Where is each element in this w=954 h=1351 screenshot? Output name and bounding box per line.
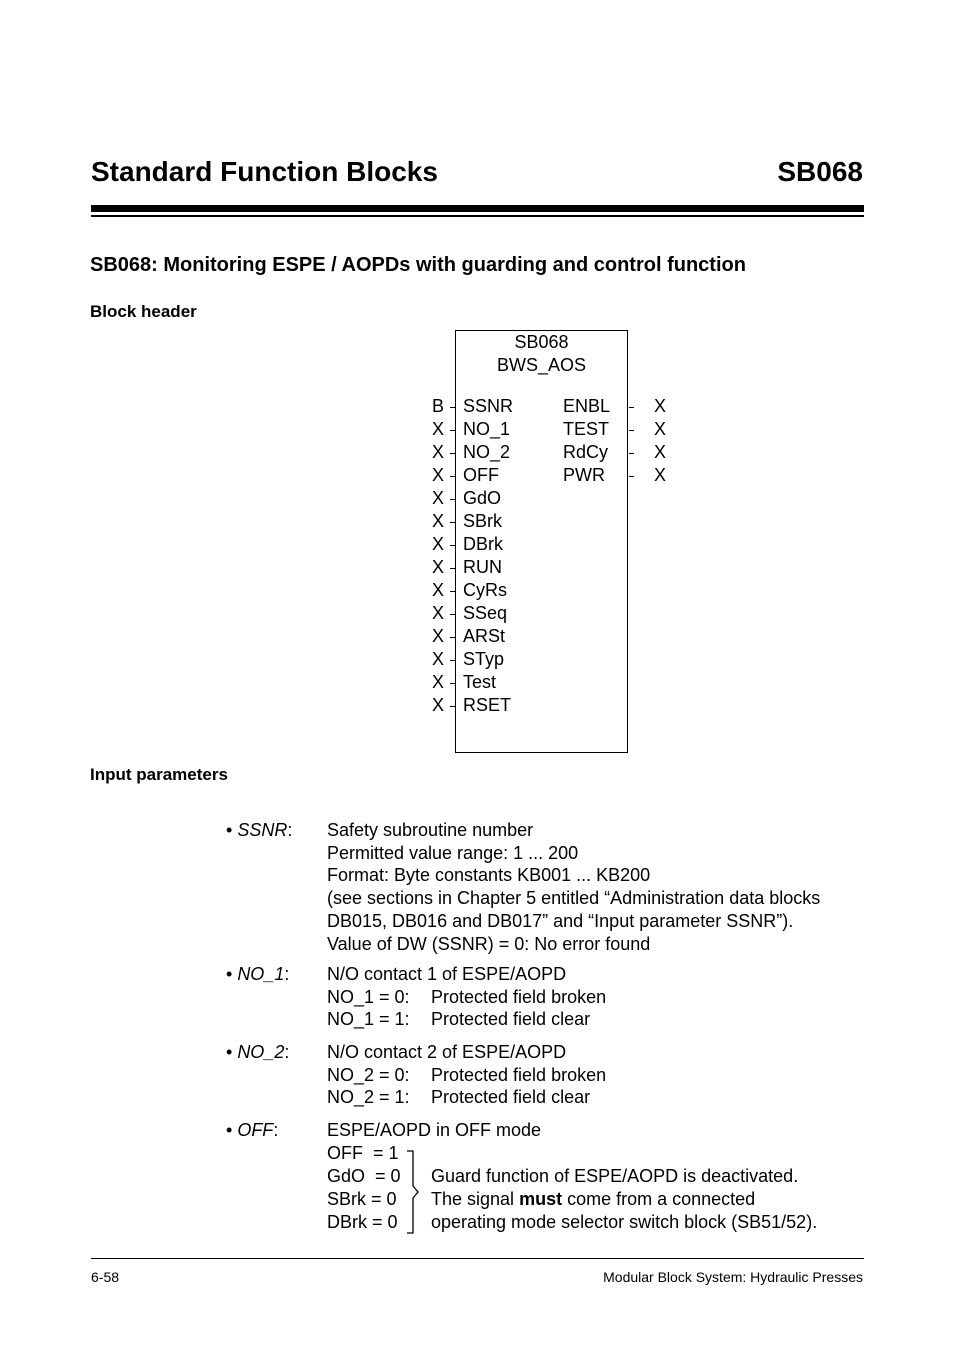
input-pin-type: X: [432, 534, 445, 554]
param-line: (see sections in Chapter 5 entitled “Administration data blocks: [327, 888, 821, 909]
header-rule-thin: [91, 215, 864, 217]
input-pin-type: X: [432, 695, 445, 715]
input-pin-type: X: [432, 580, 445, 600]
param-line: DB015, DB016 and DB017” and “Input parameter SSNR”).: [327, 910, 794, 931]
off-note-line: Guard function of ESPE/AOPD is deactivated.: [431, 1166, 799, 1186]
input-pin-type: X: [432, 603, 445, 623]
output-pin-name: ENBL: [563, 396, 611, 416]
input-pin-connector: [450, 545, 455, 546]
output-pin-name: PWR: [563, 465, 605, 485]
output-pin-connector: [629, 430, 634, 431]
input-pin-type: X: [432, 672, 445, 692]
note-emphasis: must: [519, 1189, 563, 1209]
input-pin: [0, 556, 954, 579]
param-bullet-no2: • NO_2:: [226, 1042, 290, 1062]
input-pin: [0, 395, 954, 418]
input-pin: [0, 671, 954, 694]
output-pin-type: X: [654, 465, 667, 485]
input-pin-name: CyRs: [463, 580, 507, 600]
input-pin-connector: [450, 407, 455, 408]
header-rule-thick: [91, 205, 864, 212]
param-name-no2: NO_2: [237, 1042, 285, 1062]
input-pin-type: X: [432, 626, 445, 646]
input-pin-name: GdO: [463, 488, 502, 508]
output-pin-type: X: [654, 419, 667, 439]
note-text: The signal: [431, 1189, 520, 1209]
input-pin-connector: [450, 476, 455, 477]
input-pin-connector: [450, 522, 455, 523]
input-pin-connector: [450, 706, 455, 707]
off-note-line: operating mode selector switch block (SB51/52).: [431, 1212, 818, 1232]
block-name: SB068: [514, 332, 569, 352]
input-pin-name: NO_1: [463, 419, 511, 439]
input-pin-connector: [450, 660, 455, 661]
input-pin-connector: [450, 453, 455, 454]
input-pin: [0, 418, 954, 441]
off-note: [431, 1165, 817, 1234]
input-pin: [0, 602, 954, 625]
output-pin-name: RdCy: [563, 442, 609, 462]
param-line: Permitted value range: 1 ... 200: [327, 842, 579, 863]
footer-rule: [91, 1258, 864, 1259]
note-text: come from a connected: [562, 1189, 756, 1209]
param-line: Format: Byte constants KB001 ... KB200: [327, 865, 651, 886]
input-pin-name: SSNR: [463, 396, 514, 416]
output-pin-name: TEST: [563, 419, 610, 439]
param-value: Protected field broken: [431, 986, 607, 1007]
param-key: NO_1 = 1:: [327, 1009, 410, 1030]
output-pin-connector: [629, 407, 634, 408]
condition-line: SBrk = 0: [327, 1189, 397, 1209]
param-line: Value of DW (SSNR) = 0: No error found: [327, 933, 651, 954]
param-name-off: OFF: [237, 1120, 274, 1140]
input-pin-name: RUN: [463, 557, 502, 577]
param-bullet-no1: • NO_1:: [226, 964, 290, 984]
input-pin-type: X: [432, 488, 445, 508]
input-pin: [0, 510, 954, 533]
input-parameters-label: Input parameters: [90, 765, 228, 784]
page-number: 6-58: [91, 1269, 120, 1285]
input-pin-connector: [450, 568, 455, 569]
param-line: N/O contact 1 of ESPE/AOPD: [327, 964, 567, 984]
input-pin-connector: [450, 430, 455, 431]
param-line: Safety subroutine number: [327, 820, 534, 840]
input-pin-connector: [450, 499, 455, 500]
param-key: NO_2 = 1:: [327, 1087, 410, 1108]
input-pin: [0, 464, 954, 487]
block-header-label: Block header: [90, 302, 197, 321]
output-pin-connector: [629, 453, 634, 454]
input-pin-name: Test: [463, 672, 497, 692]
document-title: Modular Block System: Hydraulic Presses: [603, 1269, 863, 1285]
input-pin-name: RSET: [463, 695, 512, 715]
output-pin-type: X: [654, 442, 667, 462]
page-header-code: SB068: [777, 156, 863, 187]
input-pin-name: SBrk: [463, 511, 503, 531]
condition-line: GdO = 0: [327, 1166, 401, 1186]
param-key: NO_1 = 0:: [327, 986, 410, 1007]
input-pin: [0, 625, 954, 648]
input-pin-type: X: [432, 442, 445, 462]
block-subname: BWS_AOS: [496, 355, 587, 375]
section-title: SB068: Monitoring ESPE / AOPDs with guarding and control function: [90, 254, 746, 276]
input-pin: [0, 648, 954, 671]
param-name-no1: NO_1: [237, 964, 285, 984]
condition-line: OFF = 1: [327, 1143, 399, 1163]
param-line: ESPE/AOPD in OFF mode: [327, 1120, 542, 1140]
param-key: NO_2 = 0:: [327, 1064, 410, 1085]
input-pin-name: STyp: [463, 649, 505, 669]
param-value: Protected field clear: [431, 1087, 591, 1108]
input-pin: [0, 533, 954, 556]
output-pin-connector: [629, 476, 634, 477]
input-pin-name: DBrk: [463, 534, 503, 554]
param-value: Protected field clear: [431, 1009, 591, 1030]
input-pin-name: NO_2: [463, 442, 511, 462]
param-bullet-ssnr: • SSNR:: [226, 820, 293, 840]
input-pin-type: X: [432, 511, 445, 531]
param-name-ssnr: SSNR: [237, 820, 288, 840]
input-pin: [0, 441, 954, 464]
input-pin-type: X: [432, 649, 445, 669]
input-pin: [0, 487, 954, 510]
input-pin-connector: [450, 614, 455, 615]
param-desc-no2: [327, 1041, 606, 1109]
output-pin-type: X: [654, 396, 667, 416]
input-pin-type: X: [432, 557, 445, 577]
condition-line: DBrk = 0: [327, 1212, 398, 1232]
param-desc-no1: [327, 963, 606, 1031]
input-pin-name: SSeq: [463, 603, 508, 623]
input-pin-name: OFF: [463, 465, 499, 485]
param-bullet-off: • OFF:: [226, 1120, 279, 1140]
input-pin: [0, 694, 954, 717]
param-line: N/O contact 2 of ESPE/AOPD: [327, 1042, 567, 1062]
input-pin-name: ARSt: [463, 626, 506, 646]
input-pin-connector: [450, 637, 455, 638]
input-pin-type: X: [432, 419, 445, 439]
input-pin-type: B: [432, 396, 445, 416]
input-pin-type: X: [432, 465, 445, 485]
off-note-line: [431, 1188, 817, 1211]
input-pin: [0, 579, 954, 602]
param-desc-ssnr: [327, 819, 820, 955]
right-brace-icon: [401, 1148, 423, 1236]
input-pin-connector: [450, 683, 455, 684]
page-header-title: Standard Function Blocks: [91, 156, 438, 187]
input-pin-connector: [450, 591, 455, 592]
param-value: Protected field broken: [431, 1064, 607, 1085]
